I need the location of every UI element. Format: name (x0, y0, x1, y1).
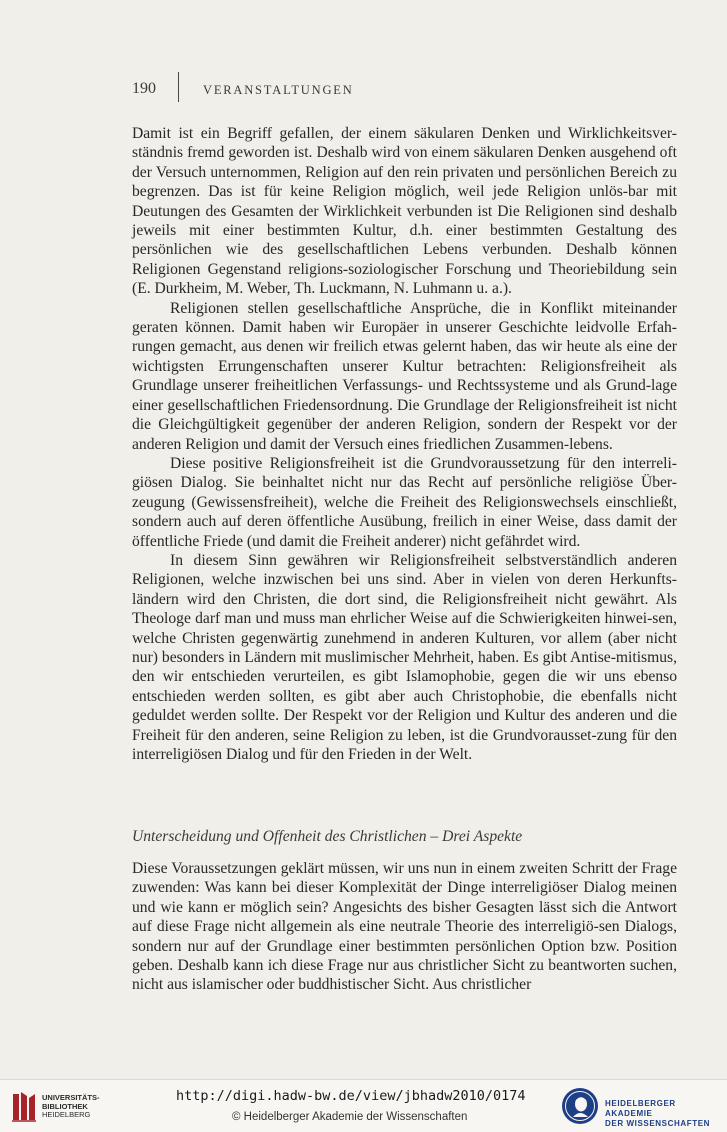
permalink-url[interactable]: http://digi.hadw-bw.de/view/jbhadw2010/0174 (176, 1088, 526, 1104)
section-heading: Unterscheidung und Offenheit des Christlichen – Drei Aspekte (132, 828, 523, 845)
paragraph: Damit ist ein Begriff gefallen, der einem säkularen Denken und Wirklichkeitsver-ständnis fremd geworden ist. Deshalb wird von einem säkularen Denken ausgehend oft der Versuch unternommen, Religion auf den rein privaten und persönlichen Bereich zu begrenzen. Das ist für keine Religion möglich, weil jede Religion unlös-bar mit Deutungen des Gesamten der Wirklichkeit verbunden ist Die Religionen sind deshalb jeweils mit einer bestimmten Kultur, d.h. einer bestimmten Gestaltung des persönlichen wie des gesellschaftlichen Lebens verbunden. Deshalb können Religionen Gegenstand religions-soziologischer Forschung und Theoriebildung sein (E. Durkheim, M. Weber, Th. Luckmann, N. Luhmann u. a.). (132, 125, 677, 298)
footer-bar (0, 1079, 727, 1132)
paragraph: Religionen stellen gesellschaftliche Ansprüche, die in Konflikt miteinander geraten können. Damit haben wir Europäer in unserer Geschichte leidvolle Erfah-rungen gemacht, aus denen wir freilich etwas gelernt haben, das wir heute als eine der wichtigsten Errungenschaften unserer Kultur betrachten: Religionsfreiheit als Grundlage unserer freiheitlichen Verfassungs- und Rechtssysteme und als Grund-lage einer gesellschaftlichen Friedensordnung. Die Grundlage der Religionsfreiheit ist nicht die Gleichgültigkeit gegenüber der anderen Religion, sondern der Respekt vor der anderen Religion und damit der Versuch eines friedlichen Zusammen-lebens. (132, 299, 677, 453)
library-name-line: UNIVERSITÄTS- (42, 1093, 100, 1102)
page-number: 190 (132, 80, 156, 97)
header-divider (178, 72, 179, 102)
academy-name (605, 1099, 721, 1129)
paragraph: Diese positive Religionsfreiheit ist die Grundvoraussetzung für den interreli-giösen Dialog. Sie beinhaltet nicht nur das Recht auf persönliche religiöse Über-zeugung (Gewissensfreiheit), welche die Freiheit des Religionswechsels einschließt, sondern auch auf deren öffentliche Ausübung, freilich in einer Weise, dass damit der öffentliche Friede (und damit die Freiheit anderer) nicht gefährdet wird. (132, 454, 677, 550)
academy-logo[interactable] (561, 1087, 721, 1128)
academy-seal-icon (561, 1087, 599, 1125)
body-text-continued (132, 859, 677, 995)
library-logo[interactable] (10, 1088, 100, 1124)
library-name-line: HEIDELBERG (42, 1110, 91, 1119)
page-header (132, 72, 677, 106)
running-head: VERANSTALTUNGEN (203, 83, 354, 97)
body-text (132, 124, 677, 764)
academy-name-line: HEIDELBERGER AKADEMIE (605, 1099, 676, 1118)
paragraph: In diesem Sinn gewähren wir Religionsfreiheit selbstverständlich anderen Religionen, welche inzwischen bei uns sind. Aber in vielen von deren Herkunfts-ländern wird den Christen, die dort sind, die Religionsfreiheit nicht gewährt. Als Theologe darf man und muss man ehrlicher Weise auf die Schwierigkeiten hinwei-sen, welche Christen gegenwärtig zunehmend in anderen Kulturen, vor allem (aber nicht nur) besonders in Ländern mit muslimischer Mehrheit, haben. Es gibt Antise-mitismus, den wir entschieden verurteilen, es gibt Islamophobie, gegen die wir uns ebenso entschieden werden sollten, es gibt aber auch Christophobie, die ebenfalls nicht geduldet werden sollte. Der Respekt vor der Religion und Kultur des anderen und die Freiheit für den anderen, seine Religion zu leben, ist die Grundvorausset-zung für den interreligiösen Dialog und für den Frieden in der Welt. (132, 551, 677, 763)
copyright-notice: © Heidelberger Akademie der Wissenschaften (232, 1111, 468, 1123)
library-name-line: BIBLIOTHEK (42, 1101, 88, 1111)
paragraph: Diese Voraussetzungen geklärt müssen, wir uns nun in einem zweiten Schritt der Frage zuwenden: Was kann bei dieser Komplexität der Dinge interreligiöser Dialog meinen und wie kann er möglich sein? Angesichts des bisher Gesagten lässt sich die Antwort auf diese Frage nicht allgemein als eine neutrale Theorie des interreligiö-sen Dialogs, sondern nur auf der Grundlage einer bestimmten persönlichen Option bzw. Position geben. Deshalb kann ich diese Frage nur aus christlicher Sicht zu beantworten suchen, nicht aus islamischer oder buddhistischer Sicht. Aus christlicher (132, 860, 677, 994)
library-name (42, 1094, 100, 1120)
academy-name-line: DER WISSENSCHAFTEN (605, 1119, 711, 1128)
library-mark-icon (10, 1090, 38, 1122)
